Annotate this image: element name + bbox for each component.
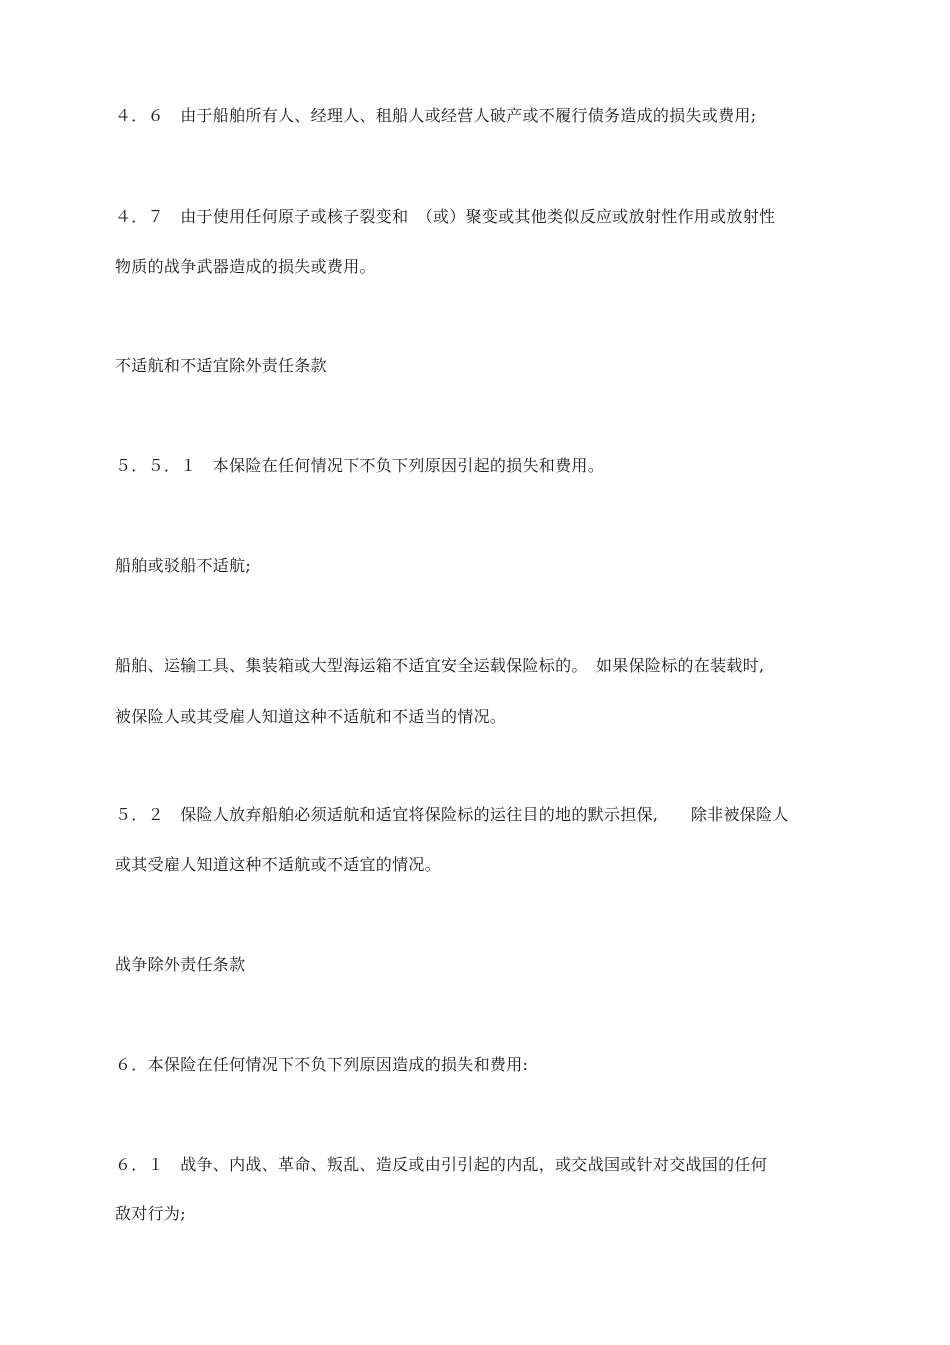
clause-6: ６．本保险在任何情况下不负下列原因造成的损失和费用:	[115, 1055, 529, 1074]
clause-5-item-2-line1: 船舶、运输工具、集装箱或大型海运箱不适宜安全运载保险标的。 如果保险标的在装载时,	[115, 656, 765, 675]
clause-5-item-2-line2: 被保险人或其受雇人知道这种不适航和不适当的情况。	[115, 707, 507, 726]
clause-6-1-line1: ６．１ 战争、内战、革命、叛乱、造反或由引引起的内乱，或交战国或针对交战国的任何	[115, 1155, 768, 1174]
clause-4-6: ４．６ 由于船舶所有人、经理人、租船人或经营人破产或不履行债务造成的损失或费用;	[115, 106, 757, 125]
clause-5-2-line2: 或其受雇人知道这种不适航或不适宜的情况。	[115, 855, 442, 874]
heading-unseaworthiness-exclusion: 不适航和不适宜除外责任条款	[115, 356, 327, 375]
heading-war-exclusion: 战争除外责任条款	[115, 955, 246, 974]
clause-4-7-line2: 物质的战争武器造成的损失或费用。	[115, 257, 376, 276]
clause-6-1-line2: 敌对行为;	[115, 1204, 186, 1223]
clause-5-item-1: 船舶或驳船不适航;	[115, 556, 252, 575]
clause-5-5-1: ５．５．１ 本保险在任何情况下不负下列原因引起的损失和费用。	[115, 456, 605, 475]
clause-5-2-line1: ５．２ 保险人放弃船舶必须适航和适宜将保险标的运往目的地的默示担保, 除非被保险人	[115, 805, 789, 824]
clause-4-7-line1: ４．７ 由于使用任何原子或核子裂变和 （或）聚变或其他类似反应或放射性作用或放射性	[115, 207, 776, 226]
